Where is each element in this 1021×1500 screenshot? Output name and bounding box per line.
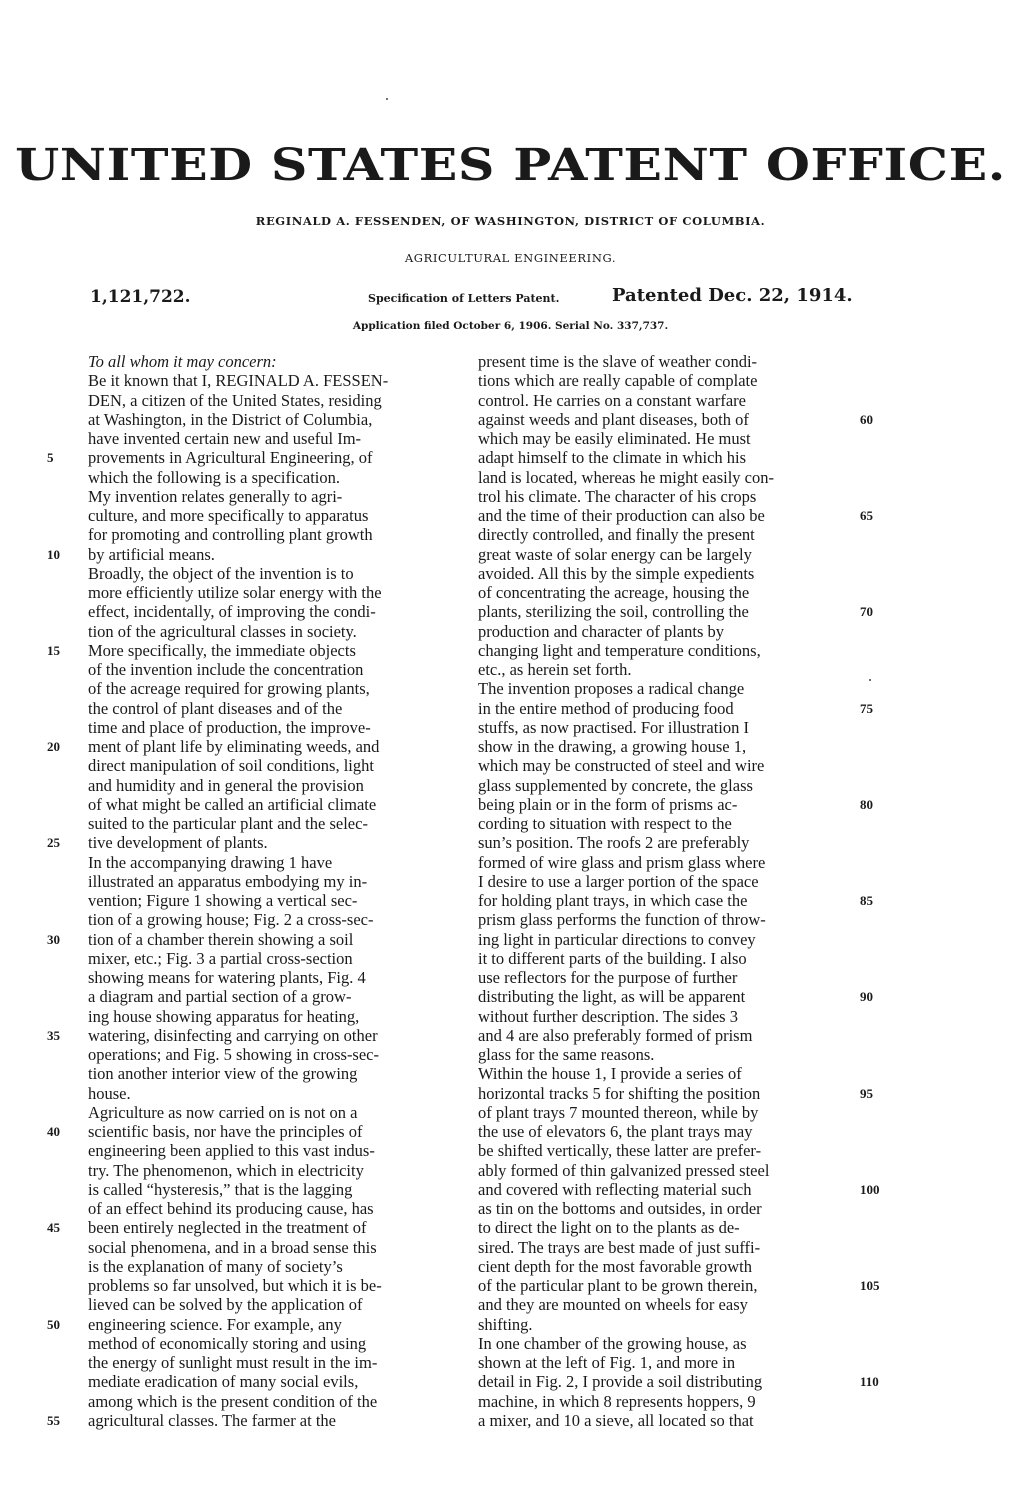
text-line: My invention relates generally to agri- [88, 486, 343, 506]
text-line: present time is the slave of weather condi- [478, 352, 758, 371]
text-line: without further description. The sides 3 [478, 1006, 738, 1026]
text-line: vention; Figure 1 showing a vertical sec- [88, 891, 358, 910]
text-line: engineering science. For example, any [88, 1314, 342, 1334]
line-number: 110 [860, 1374, 879, 1390]
line-number: 20 [47, 739, 60, 754]
line-number: 70 [860, 604, 873, 620]
text-line: cient depth for the most favorable growth [478, 1256, 752, 1276]
text-line: To all whom it may concern: [88, 352, 277, 371]
speck [869, 679, 871, 681]
subject-heading: AGRICULTURAL ENGINEERING. [404, 251, 617, 265]
line-number: 60 [860, 411, 873, 427]
text-line: showing means for watering plants, Fig. 4 [88, 968, 366, 987]
text-line: of the invention include the concentration [88, 660, 364, 679]
text-line: tion of a chamber therein showing a soil [88, 929, 354, 949]
text-line: the energy of sunlight must result in the im- [88, 1353, 378, 1372]
line-number: 65 [860, 508, 873, 523]
text-line: cording to situation with respect to the [478, 814, 732, 833]
line-number: 35 [47, 1027, 60, 1043]
line-number: 55 [47, 1412, 60, 1428]
text-line: prism glass performs the function of throw- [478, 910, 766, 930]
text-line: which the following is a specification. [88, 467, 341, 487]
text-line: In the accompanying drawing 1 have [88, 852, 333, 872]
text-line: time and place of production, the improve- [88, 717, 371, 737]
text-line: scientific basis, nor have the principles of [88, 1122, 363, 1141]
text-line: been entirely neglected in the treatment of [88, 1218, 367, 1238]
text-line: ing house showing apparatus for heating, [88, 1006, 360, 1026]
text-line: detail in Fig. 2, I provide a soil distributing [478, 1372, 763, 1392]
line-number: 100 [860, 1181, 880, 1197]
text-line: tive development of plants. [88, 833, 268, 853]
text-line: glass for the same reasons. [478, 1045, 655, 1064]
text-line: try. The phenomenon, which in electricity [88, 1160, 364, 1180]
text-line: a diagram and partial section of a grow- [88, 987, 352, 1007]
line-number: 5 [47, 450, 54, 466]
text-line: ment of plant life by eliminating weeds, and [88, 737, 380, 756]
text-line: have invented certain new and useful Im- [88, 429, 362, 448]
text-line: social phenomena, and in a broad sense this [88, 1237, 377, 1257]
text-line: it to different parts of the building. I also [478, 948, 747, 968]
text-line: horizontal tracks 5 for shifting the position [478, 1083, 761, 1103]
text-line: tions which are really capable of complate [478, 371, 758, 391]
text-line: use reflectors for the purpose of further [478, 968, 738, 987]
text-line: being plain or in the form of prisms ac- [478, 794, 738, 814]
patent-number: 1,121,722. [90, 287, 191, 307]
text-line: for holding plant trays, in which case the [478, 891, 748, 910]
text-line: tion of the agricultural classes in society. [88, 621, 357, 641]
text-line: of the particular plant to be grown therein, [478, 1276, 758, 1295]
text-line: directly controlled, and finally the present [478, 525, 755, 545]
text-line: operations; and Fig. 5 showing in cross-sec- [88, 1045, 379, 1064]
text-line: More specifically, the immediate objects [88, 640, 356, 660]
text-line: trol his climate. The character of his crops [478, 486, 757, 506]
text-line: by artificial means. [88, 544, 215, 564]
application-line: Application filed October 6, 1906. Serial No. 337,737. [352, 320, 669, 332]
text-line: of concentrating the acreage, housing the [478, 583, 750, 602]
text-line: and the time of their production can also be [478, 506, 765, 525]
text-line: of an effect behind its producing cause, has [88, 1199, 374, 1218]
text-line: of the acreage required for growing plants, [88, 679, 370, 699]
line-number: 80 [860, 796, 873, 812]
text-line: and humidity and in general the provision [88, 775, 364, 795]
text-line: more efficiently utilize solar energy with the [88, 583, 382, 602]
line-number: 105 [860, 1278, 880, 1293]
text-line: house. [88, 1083, 131, 1103]
text-line: against weeds and plant diseases, both of [478, 409, 749, 429]
inventor-line: REGINALD A. FESSENDEN, OF WASHINGTON, DISTRICT OF COLUMBIA. [255, 214, 766, 228]
text-line: In one chamber of the growing house, as [478, 1333, 747, 1353]
text-line: method of economically storing and using [88, 1333, 367, 1353]
text-line: control. He carries on a constant warfare [478, 390, 746, 410]
line-number: 30 [47, 931, 60, 947]
text-line: mixer, etc.; Fig. 3 a partial cross-section [88, 948, 353, 968]
text-line: a mixer, and 10 a sieve, all located so that [478, 1410, 754, 1430]
text-line: in the entire method of producing food [478, 698, 734, 718]
text-line: which may be easily eliminated. He must [478, 429, 751, 448]
text-line: is called “hysteresis,” that is the lagging [88, 1179, 353, 1199]
text-line: problems so far unsolved, but which it is be- [88, 1276, 382, 1295]
text-line: of plant trays 7 mounted thereon, while by [478, 1102, 759, 1122]
text-line: adapt himself to the climate in which his [478, 448, 747, 468]
text-line: tion of a growing house; Fig. 2 a cross-sec- [88, 910, 374, 930]
text-line: I desire to use a larger portion of the space [478, 871, 759, 891]
text-line: the use of elevators 6, the plant trays may [478, 1122, 753, 1141]
line-number: 90 [860, 989, 873, 1005]
text-line: to direct the light on to the plants as de- [478, 1218, 740, 1238]
text-line: Be it known that I, REGINALD A. FESSEN- [88, 371, 389, 391]
text-line: avoided. All this by the simple expedients [478, 563, 755, 583]
text-line: watering, disinfecting and carrying on other [88, 1025, 378, 1045]
text-line: of what might be called an artificial climate [88, 794, 377, 814]
text-line: suited to the particular plant and the selec- [88, 814, 368, 833]
text-line: which may be constructed of steel and wire [478, 756, 765, 776]
text-line: Agriculture as now carried on is not on a [88, 1102, 358, 1122]
line-number: 15 [47, 642, 60, 658]
text-line: at Washington, in the District of Columbia, [88, 409, 373, 429]
text-line: illustrated an apparatus embodying my in- [88, 871, 368, 891]
text-line: plants, sterilizing the soil, controlling the [478, 602, 749, 622]
text-line: provements in Agricultural Engineering, of [88, 448, 373, 468]
line-number: 25 [47, 835, 60, 851]
text-line: production and character of plants by [478, 621, 725, 641]
text-line: etc., as herein set forth. [478, 660, 632, 679]
text-line: agricultural classes. The farmer at the [88, 1410, 336, 1430]
line-number: 85 [860, 893, 873, 908]
text-line: Within the house 1, I provide a series of [478, 1064, 742, 1084]
text-line: DEN, a citizen of the United States, residing [88, 390, 382, 410]
text-line: Broadly, the object of the invention is to [88, 563, 354, 583]
text-line: The invention proposes a radical change [478, 679, 745, 699]
office-title: UNITED STATES PATENT OFFICE. [15, 140, 1006, 191]
text-line: is the explanation of many of society’s [88, 1256, 343, 1276]
left-text-column [88, 352, 462, 1430]
text-line: ably formed of thin galvanized pressed steel [478, 1160, 770, 1180]
text-line: culture, and more specifically to apparatus [88, 506, 369, 525]
text-line: as tin on the bottoms and outsides, in order [478, 1199, 762, 1218]
text-line: effect, incidentally, of improving the condi- [88, 602, 376, 622]
patented-date: Patented Dec. 22, 1914. [612, 285, 853, 306]
text-line: lieved can be solved by the application of [88, 1295, 363, 1315]
text-line: be shifted vertically, these latter are prefer- [478, 1141, 762, 1161]
text-line: and 4 are also preferably formed of prism [478, 1025, 753, 1045]
line-number: 45 [47, 1220, 60, 1236]
text-line: sired. The trays are best made of just suffi- [478, 1237, 761, 1257]
text-line: engineering been applied to this vast indus- [88, 1141, 375, 1161]
text-line: sun’s position. The roofs 2 are preferably [478, 833, 750, 853]
text-line: and they are mounted on wheels for easy [478, 1295, 748, 1315]
text-line: and covered with reflecting material such [478, 1179, 752, 1199]
text-line: show in the drawing, a growing house 1, [478, 737, 747, 756]
line-number: 95 [860, 1085, 873, 1101]
line-number: 75 [860, 700, 873, 716]
text-line: shifting. [478, 1314, 533, 1334]
speck [386, 98, 388, 100]
text-line: stuffs, as now practised. For illustration I [478, 717, 749, 737]
text-line: formed of wire glass and prism glass where [478, 852, 766, 872]
right-text-column [478, 352, 851, 1430]
text-line: distributing the light, as will be apparent [478, 987, 746, 1007]
text-line: ing light in particular directions to convey [478, 929, 756, 949]
text-line: glass supplemented by concrete, the glass [478, 775, 753, 795]
text-line: land is located, whereas he might easily con- [478, 467, 774, 487]
text-line: mediate eradication of many social evils, [88, 1372, 359, 1392]
text-line: shown at the left of Fig. 1, and more in [478, 1353, 736, 1372]
text-line: the control of plant diseases and of the [88, 698, 343, 718]
line-number: 10 [47, 546, 60, 562]
line-number: 40 [47, 1124, 60, 1139]
text-line: great waste of solar energy can be largely [478, 544, 752, 564]
text-line: among which is the present condition of the [88, 1391, 378, 1411]
text-line: changing light and temperature conditions, [478, 640, 761, 660]
text-line: machine, in which 8 represents hoppers, 9 [478, 1391, 756, 1411]
line-number: 50 [47, 1316, 60, 1332]
text-line: tion another interior view of the growing [88, 1064, 358, 1084]
specification-label: Specification of Letters Patent. [368, 292, 560, 305]
text-line: direct manipulation of soil conditions, light [88, 756, 374, 776]
text-line: for promoting and controlling plant growth [88, 525, 373, 545]
